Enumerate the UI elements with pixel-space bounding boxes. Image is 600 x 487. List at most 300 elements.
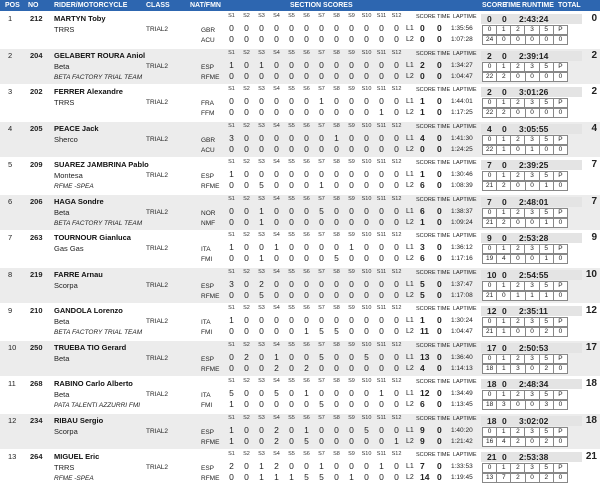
totals-box (481, 414, 597, 426)
lap1-section-score: 0 (244, 278, 249, 289)
lap2-section-score: 0 (304, 180, 309, 190)
table-row[interactable] (0, 450, 600, 485)
lap2-section-score: 0 (334, 399, 339, 409)
lap1-label: L1 (406, 61, 414, 69)
lap2-label: L2 (406, 328, 414, 335)
lap2-score: 5 (420, 289, 425, 300)
table-row[interactable] (0, 12, 600, 47)
section-header: S10 (361, 86, 372, 92)
lap2-section-score: 0 (289, 399, 294, 409)
section-header: S10 (361, 341, 372, 348)
total-runtime: 3:01:26 (519, 87, 549, 97)
score-grid-header-cell: 3 (525, 135, 539, 144)
table-row[interactable] (0, 85, 600, 120)
lap1-section-score: 1 (229, 242, 234, 252)
lap2-section-score: 0 (259, 34, 264, 44)
section-header: S6 (303, 268, 310, 275)
lap2-section-score: 0 (364, 216, 369, 227)
section-header: S3 (258, 49, 265, 56)
table-row[interactable] (0, 231, 600, 266)
nationality: ESP (201, 428, 215, 436)
laptime-label: LAPTIME (453, 50, 477, 57)
lap2-section-score: 5 (334, 326, 339, 336)
score-grid-counts (482, 218, 568, 228)
table-row[interactable] (0, 377, 600, 412)
lap2-section-score: 0 (349, 362, 354, 373)
section-header: S5 (288, 13, 295, 19)
score-grid-header-cell: 2 (511, 208, 525, 217)
lap2-section-score: 0 (379, 289, 384, 300)
score-grid-header-cell: 3 (525, 62, 539, 71)
table-row[interactable] (0, 304, 600, 339)
score-grid-count-cell: 2 (539, 328, 553, 337)
lap2-section-score: 0 (364, 399, 369, 409)
score-time-label: SCORE TIME (416, 87, 451, 93)
score-grid-header-cell: 1 (497, 354, 511, 363)
total-score: 18 (487, 379, 497, 389)
section-header: S10 (361, 122, 372, 129)
score-grid-header-cell: 1 (497, 427, 511, 436)
position: 7 (8, 233, 13, 242)
lap1-section-score: 0 (229, 351, 234, 362)
score-grid-header-cell: 0 (483, 62, 497, 71)
lap1-label: L1 (406, 134, 414, 142)
lap2-section-score: 0 (394, 253, 399, 263)
lap1-section-score: 0 (304, 315, 309, 325)
lap1-section-score: 0 (229, 205, 234, 216)
score-grid-header-cell: 3 (525, 318, 539, 327)
score-grid-count-cell: 1 (539, 291, 553, 300)
lap1-section-score: 0 (394, 351, 399, 362)
lap1-section-score: 1 (304, 424, 309, 435)
lap2-section-score: 0 (244, 435, 249, 446)
totals-box (481, 451, 597, 462)
score-grid-count-cell: 1 (497, 364, 511, 373)
rider-number: 264 (30, 452, 43, 461)
score-grid-count-cell: 22 (483, 145, 497, 154)
lap1-section-score: 5 (229, 388, 234, 398)
rider-class: TRIAL2 (146, 427, 169, 435)
section-header: S2 (243, 159, 250, 165)
lap1-section-score: 1 (304, 388, 309, 398)
table-row[interactable] (0, 122, 600, 157)
lap1-section-score: 0 (319, 315, 324, 325)
section-header: S4 (273, 122, 280, 129)
section-header: S12 (391, 232, 402, 238)
lap2-section-score: 0 (364, 34, 369, 44)
lap1-score: 9 (420, 424, 425, 435)
lap1-section-score: 0 (364, 278, 369, 289)
lap1-sections (224, 24, 404, 33)
lap2-label: L2 (406, 109, 414, 116)
section-headers (224, 195, 404, 204)
lap2-label: L2 (406, 255, 414, 262)
lap2-section-score: 1 (304, 326, 309, 336)
lap1-section-score: 0 (289, 278, 294, 289)
lap2-section-score: 0 (289, 326, 294, 336)
lap2-section-score: 0 (304, 143, 309, 154)
lap2-section-score: 0 (289, 362, 294, 373)
rider-class: TRIAL2 (146, 99, 169, 106)
score-time-label: SCORE TIME (416, 452, 451, 458)
position: 1 (8, 14, 13, 23)
lap1-sections (224, 134, 404, 143)
score-grid-count-cell: 0 (553, 437, 567, 446)
lap2-label: L2 (406, 218, 414, 226)
nationality: GBR (201, 136, 216, 144)
score-grid-header-cell: 5 (539, 172, 553, 181)
section-header: S3 (258, 86, 265, 92)
score-grid-header-cell: 5 (539, 208, 553, 217)
lap2-section-score: 0 (274, 326, 279, 336)
score-grid-count-cell: 0 (553, 36, 567, 45)
lap1-section-score: 0 (259, 242, 264, 252)
section-header: S4 (273, 232, 280, 238)
lap1-section-score: 0 (289, 461, 294, 471)
rider-name: GANDOLA Lorenzo (54, 306, 123, 315)
lap2-section-score: 0 (244, 253, 249, 263)
lap1-laptime: 1:36:40 (451, 353, 473, 361)
score-grid-counts (482, 291, 568, 301)
lap1-score: 6 (420, 205, 425, 216)
lap2-section-score: 0 (364, 70, 369, 81)
lap1-section-score: 0 (334, 424, 339, 435)
lap2-section-score: 0 (259, 326, 264, 336)
score-grid-header-cell: 1 (497, 391, 511, 400)
lap1-section-score: 1 (259, 205, 264, 216)
score-grid-header-cell: 3 (525, 281, 539, 290)
section-header: S10 (361, 305, 372, 311)
lap1-section-score: 0 (274, 315, 279, 325)
total-score: 12 (487, 306, 497, 316)
lap1-section-score: 1 (319, 461, 324, 471)
rider-class: TRIAL2 (146, 318, 169, 325)
rider-class: TRIAL2 (146, 464, 169, 471)
section-header: S12 (391, 122, 402, 129)
lap1-laptime: 1:40:20 (451, 426, 473, 434)
section-header: S6 (303, 122, 310, 129)
lap2-section-score: 0 (334, 362, 339, 373)
score-grid-count-cell: 0 (553, 364, 567, 373)
table-row[interactable] (0, 268, 600, 303)
lap2-score: 9 (420, 435, 425, 446)
lap1-section-score: 0 (304, 169, 309, 179)
section-header: S11 (376, 232, 387, 238)
lap1-section-score: 0 (349, 132, 354, 143)
lap1-sections (224, 243, 404, 252)
lap2-section-score: 5 (319, 326, 324, 336)
total-runtime: 3:05:55 (519, 123, 549, 134)
score-grid-header-cell: 2 (511, 318, 525, 327)
lap1-time-penalty: 0 (437, 242, 442, 252)
lap2-time-penalty: 0 (437, 143, 442, 154)
score-grid-count-cell: 21 (483, 291, 497, 300)
section-header: S8 (333, 451, 340, 457)
lap1-section-score: 0 (259, 96, 264, 106)
score-time-label: SCORE TIME (416, 342, 451, 349)
score-grid-count-cell: 0 (511, 72, 525, 81)
lap2-section-score: 0 (319, 70, 324, 81)
section-header: S5 (288, 86, 295, 92)
total-score: 7 (487, 196, 492, 207)
section-header: S8 (333, 268, 340, 275)
lap1-section-score: 0 (364, 59, 369, 70)
federation: FFM (201, 110, 215, 117)
total-runtime: 2:53:38 (519, 452, 549, 462)
lap1-section-score: 0 (244, 424, 249, 435)
score-grid-header (482, 208, 568, 218)
section-header: S11 (376, 195, 387, 202)
lap2-section-score: 0 (349, 326, 354, 336)
section-header: S9 (348, 305, 355, 311)
section-header: S12 (391, 414, 402, 421)
motorcycle: TRRS (54, 98, 75, 107)
lap1-section-score: 0 (289, 96, 294, 106)
score-grid-header (482, 62, 568, 72)
lap2-time-penalty: 0 (437, 326, 442, 336)
lap2-score: 6 (420, 253, 425, 263)
totals-box (481, 341, 597, 353)
lap2-section-score: 0 (259, 70, 264, 81)
section-header: S8 (333, 305, 340, 311)
federation: RFME (201, 365, 220, 373)
total-runtime: 3:02:02 (519, 415, 549, 426)
lap2-section-score: 0 (289, 143, 294, 154)
score-grid-count-cell: 0 (539, 36, 553, 45)
lap1-section-score: 0 (334, 388, 339, 398)
lap1-section-score: 0 (259, 169, 264, 179)
lap2-laptime: 1:08:39 (451, 182, 473, 189)
score-grid-count-cell: 16 (483, 437, 497, 446)
lap1-section-score: 0 (379, 169, 384, 179)
lap1-label: L1 (406, 463, 414, 470)
score-time-label: SCORE TIME (416, 196, 451, 203)
totals-box (481, 232, 597, 243)
lap2-section-score: 5 (319, 399, 324, 409)
lap2-label: L2 (406, 401, 414, 408)
section-header: S12 (391, 49, 402, 56)
lap1-section-score: 2 (259, 278, 264, 289)
score-grid-header-cell: 2 (511, 245, 525, 254)
lap1-section-score: 0 (289, 351, 294, 362)
score-grid-header-cell: 5 (539, 427, 553, 436)
total-runtime: 2:39:14 (519, 50, 549, 61)
score-grid-header-cell: P (553, 62, 567, 71)
score-grid-header-cell: 1 (497, 62, 511, 71)
score-grid-count-cell: 2 (511, 474, 525, 483)
rider-number: 204 (30, 50, 43, 60)
rider-name: GELABERT ROURA Aniol (54, 50, 146, 60)
lap1-section-score: 0 (349, 169, 354, 179)
lap2-section-score: 0 (244, 216, 249, 227)
lap2-section-score: 0 (379, 435, 384, 446)
score-grid-header-cell: 2 (511, 135, 525, 144)
table-row[interactable] (0, 158, 600, 193)
score-grid-count-cell: 0 (539, 109, 553, 118)
motorcycle: Beta (54, 207, 70, 217)
total-score: 17 (487, 342, 497, 353)
section-header: S2 (243, 341, 250, 348)
lap2-section-score: 0 (394, 326, 399, 336)
score-grid-header-cell: P (553, 354, 567, 363)
lap1-score: 13 (420, 351, 430, 362)
score-grid-count-cell: 7 (497, 474, 511, 483)
section-header: S9 (348, 13, 355, 19)
lap1-section-score: 0 (364, 315, 369, 325)
score-grid-count-cell: 0 (525, 437, 539, 446)
lap2-laptime: 1:17:16 (451, 255, 473, 262)
lap1-section-score: 0 (259, 315, 264, 325)
score-grid-count-cell: 0 (525, 182, 539, 191)
lap1-section-score: 0 (379, 424, 384, 435)
section-header: S5 (288, 341, 295, 348)
lap1-laptime: 1:30:46 (451, 171, 473, 178)
lap1-section-score: 0 (379, 132, 384, 143)
lap2-sections (224, 35, 404, 44)
lap2-section-score: 0 (304, 107, 309, 117)
score-grid-header-cell: 5 (539, 99, 553, 108)
lap1-score: 1 (420, 315, 425, 325)
table-row[interactable] (0, 341, 600, 376)
lap1-section-score: 0 (394, 315, 399, 325)
rider-class: TRIAL2 (146, 208, 169, 216)
laptime-label: LAPTIME (453, 14, 477, 20)
lap2-section-score: 2 (304, 362, 309, 373)
lap2-section-score: 0 (379, 180, 384, 190)
score-grid-count-cell: 0 (525, 109, 539, 118)
lap1-section-score: 1 (349, 242, 354, 252)
lap1-section-score: 0 (289, 132, 294, 143)
total-score: 2 (487, 50, 492, 61)
lap2-section-score: 0 (349, 70, 354, 81)
section-header: S4 (273, 13, 280, 19)
section-header: S10 (361, 13, 372, 19)
lap2-section-score: 0 (319, 216, 324, 227)
score-grid-count-cell: 0 (539, 145, 553, 154)
section-header: S7 (318, 86, 325, 92)
score-grid-header-cell: 1 (497, 245, 511, 254)
rider-class: TRIAL2 (146, 391, 169, 398)
section-header: S11 (376, 86, 387, 92)
total-points: 18 (585, 414, 597, 426)
lap2-section-score: 0 (349, 107, 354, 117)
lap1-label: L1 (406, 98, 414, 105)
score-grid-count-cell: 22 (483, 72, 497, 81)
lap2-label: L2 (406, 364, 414, 372)
score-grid-header-cell: 0 (483, 391, 497, 400)
lap2-section-score: 0 (259, 107, 264, 117)
totals-box (481, 86, 597, 97)
score-time-label: SCORE TIME (416, 233, 451, 239)
lap2-section-score: 0 (349, 143, 354, 154)
lap1-section-score: 0 (379, 96, 384, 106)
lap2-section-score: 1 (289, 472, 294, 482)
section-header: S6 (303, 341, 310, 348)
lap2-label: L2 (406, 437, 414, 445)
lap1-section-score: 0 (289, 388, 294, 398)
lap2-section-score: 0 (229, 180, 234, 190)
section-header: S5 (288, 122, 295, 129)
lap1-section-score: 0 (289, 424, 294, 435)
lap2-sections (224, 437, 404, 446)
federation: FMI (201, 402, 213, 409)
section-headers (224, 414, 404, 423)
section-header: S1 (228, 195, 235, 202)
score-grid-count-cell: 13 (483, 474, 497, 483)
table-row[interactable] (0, 49, 600, 84)
lap1-time-penalty: 0 (437, 23, 442, 33)
lap1-label: L1 (406, 171, 414, 178)
motorcycle: Beta (54, 317, 70, 326)
section-header: S8 (333, 49, 340, 56)
lap1-section-score: 0 (364, 96, 369, 106)
score-grid-header-cell: 1 (497, 26, 511, 35)
lap1-section-score: 0 (274, 205, 279, 216)
section-header: S2 (243, 86, 250, 92)
lap2-sections (224, 364, 404, 373)
section-header: S12 (391, 305, 402, 311)
score-grid-counts (482, 181, 568, 191)
lap1-section-score: 0 (334, 205, 339, 216)
total-time-penalty: 0 (502, 342, 507, 353)
score-grid-header (482, 25, 568, 35)
section-headers (224, 231, 404, 240)
section-header: S8 (333, 232, 340, 238)
total-score: 9 (487, 233, 492, 243)
section-header: S2 (243, 232, 250, 238)
score-grid-header-cell: P (553, 208, 567, 217)
score-grid-count-cell: 3 (497, 401, 511, 410)
lap2-time-penalty: 0 (437, 216, 442, 227)
lap1-section-score: 0 (274, 59, 279, 70)
lap2-score: 6 (420, 399, 425, 409)
total-points: 17 (585, 341, 597, 353)
lap1-section-score: 0 (274, 23, 279, 33)
section-header: S2 (243, 195, 250, 202)
score-grid-header-cell: 2 (511, 464, 525, 473)
section-header: S5 (288, 451, 295, 457)
rider-name: FARRE Arnau (54, 269, 103, 279)
lap2-section-score: 0 (379, 143, 384, 154)
score-grid-header-cell: 2 (511, 281, 525, 290)
lap1-section-score: 3 (229, 278, 234, 289)
position: 6 (8, 196, 13, 206)
lap2-laptime: 1:19:45 (451, 474, 473, 481)
section-header: S7 (318, 159, 325, 165)
lap1-sections (224, 353, 404, 362)
federation: ACU (201, 37, 215, 44)
lap1-time-penalty: 0 (437, 424, 442, 435)
table-row[interactable] (0, 414, 600, 449)
rider-number: 250 (30, 342, 43, 352)
total-time-penalty: 0 (502, 87, 507, 97)
team-name: RFME -SPEA (54, 183, 94, 190)
laptime-label: LAPTIME (453, 160, 477, 166)
score-grid-counts (482, 254, 568, 264)
score-grid-count-cell: 0 (553, 291, 567, 300)
motorcycle: TRRS (54, 25, 75, 34)
section-header: S8 (333, 195, 340, 202)
lap1-section-score: 2 (244, 351, 249, 362)
lap2-time-penalty: 0 (437, 107, 442, 117)
lap1-section-score: 0 (364, 205, 369, 216)
lap2-section-score: 1 (394, 435, 399, 446)
lap1-section-score: 0 (244, 59, 249, 70)
section-header: S8 (333, 341, 340, 348)
table-row[interactable] (0, 195, 600, 230)
lap2-section-score: 0 (274, 143, 279, 154)
score-grid-header-cell: P (553, 245, 567, 254)
